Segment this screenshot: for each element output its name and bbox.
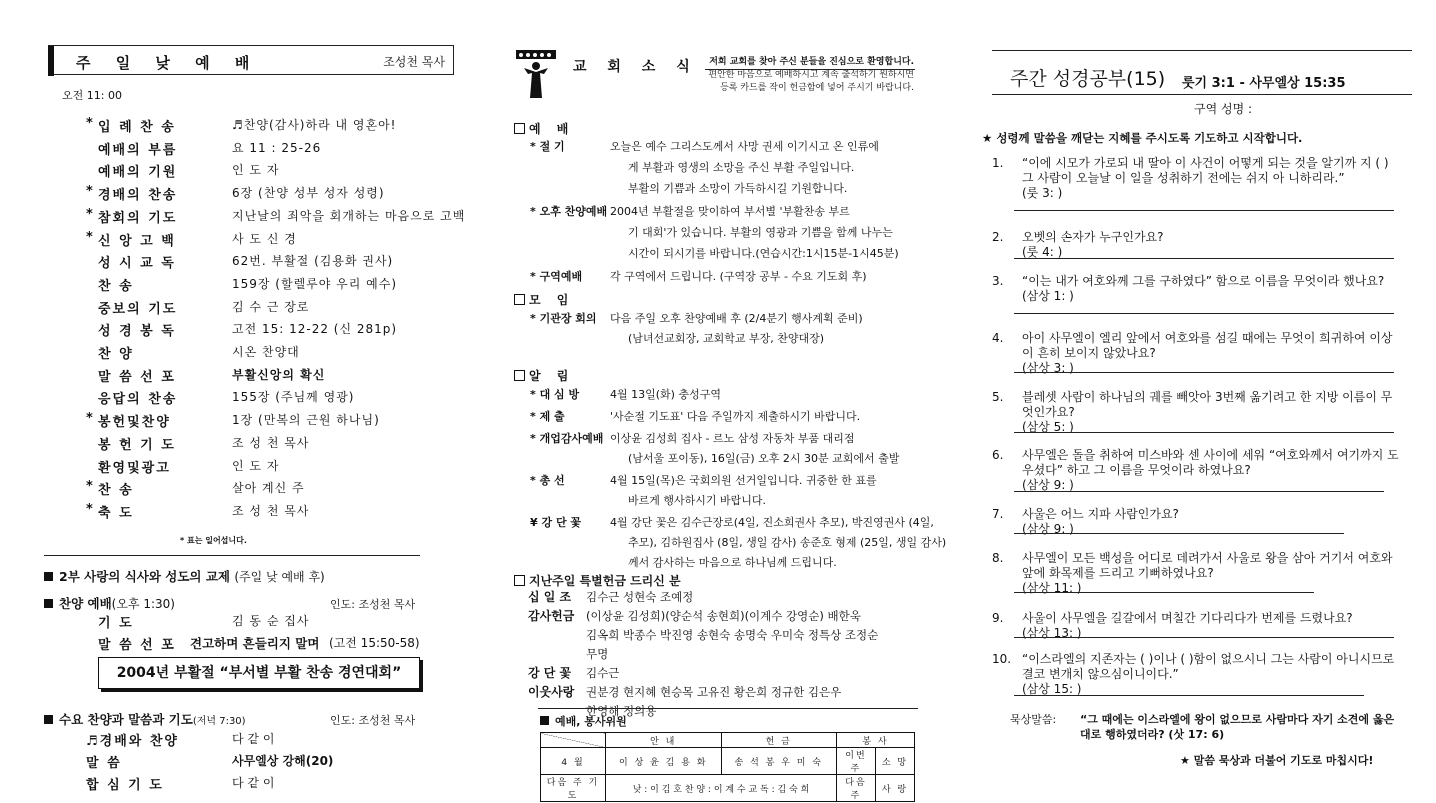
news-item-line: 이상윤 김성희 집사 - 르노 삼성 자동차 부품 대리점	[610, 432, 855, 445]
order-row	[86, 343, 466, 365]
question-reference[interactable]: (삼상 15: )	[1022, 682, 1082, 696]
answer-line	[1014, 372, 1394, 373]
offering-head: 지난주일 특별헌금 드리신 분	[514, 572, 681, 589]
order-item-content: ♬찬양(감사)하라 내 영혼아!	[232, 118, 397, 132]
offering-line: 한영해 정의용	[586, 704, 657, 718]
wed-item-content: 사무엘상 강해(20)	[232, 754, 334, 768]
praise-sermon-label: 말 씀 선 포	[98, 638, 176, 653]
news-item-line: (남서울 포이동), 16일(금) 오후 2시 30분 교회에서 출발	[628, 452, 900, 465]
study-column	[970, 0, 1436, 803]
star-marker: *	[86, 479, 93, 495]
question-text: “이스라엘의 지존자는 ( )이나 ( )함이 없으시니 그는 사람이 아니시므로 결코 변개치 않으심이니이다.”	[1022, 652, 1395, 681]
order-item-name: 신 앙 고 백	[98, 233, 176, 249]
question-number: 6.	[992, 448, 1004, 462]
question-text: 사울이 사무엘을 길갈에서 며칠간 기다리다가 번제를 드렸나요?	[1022, 611, 1353, 625]
question-number: 4.	[992, 331, 1004, 345]
order-item-content: 살아 계신 주	[232, 481, 305, 496]
meditation-text: “그 때에는 이스라엘에 왕이 없으므로 사람마다 자기 소견에 옳은 대로 행하였더라? (삿 17: 6)	[1080, 713, 1395, 741]
question-item	[992, 390, 1400, 435]
question-text: 사무엘이 모든 백성을 어디로 데려가서 사울로 왕을 삼아 거기서 여호와 앞에 화목제를 드리고 기뻐하였나요?	[1022, 551, 1393, 580]
question-reference[interactable]: (삼상 1: )	[1022, 289, 1074, 303]
order-item-name: 찬 송	[98, 278, 134, 294]
news-item-label: * 오후 찬양예배	[530, 205, 608, 218]
order-item-content: 조 성 천 목사	[232, 503, 310, 518]
order-row	[86, 161, 466, 183]
wed-title-line: 수요 찬양과 말씀과 기도(저녁 7:30)	[44, 710, 246, 728]
order-item-name: 봉 헌 기 도	[98, 437, 176, 453]
news-item-label: * 구역예배	[530, 270, 583, 283]
header-bar	[48, 46, 54, 76]
offering-label: 강 단 꽃	[528, 666, 572, 680]
order-row	[86, 275, 466, 297]
order-item-name: 찬 송	[98, 483, 134, 499]
meditation-label: 묵상말씀:	[1010, 713, 1057, 726]
order-item-name: 경배의 찬송	[98, 188, 178, 204]
order-row	[86, 388, 466, 410]
order-row	[86, 230, 466, 252]
question-text: “이는 내가 여호와께 그를 구하였다” 함으로 이름을 무엇이라 했나요?	[1022, 274, 1385, 288]
answer-line	[1014, 695, 1364, 696]
welcome-line-1: 저희 교회를 찾아 주신 분들을 진심으로 환영합니다.	[709, 57, 914, 67]
order-row	[86, 252, 466, 274]
star-marker: *	[86, 229, 93, 245]
offering-label: 감사헌금	[528, 609, 575, 623]
table-row	[541, 733, 915, 748]
answer-line	[1014, 432, 1394, 433]
checkbox-icon	[514, 294, 525, 305]
question-reference[interactable]: (삼상 9: )	[1022, 522, 1074, 536]
square-bullet-icon	[540, 716, 549, 725]
order-item-name: 예배의 기원	[98, 165, 178, 181]
wed-leader: 인도: 조성천 목사	[330, 714, 416, 727]
worship-news-head: 예 배	[514, 120, 574, 137]
order-row	[86, 502, 466, 524]
answer-line	[1014, 258, 1394, 259]
order-item-name: 봉헌및찬양	[98, 415, 171, 431]
praise-prayer: 김 동 순 집사	[232, 614, 310, 628]
question-number: 10.	[992, 652, 1012, 666]
news-item-label: * 기관장 회의	[530, 312, 597, 325]
news-item-line: 2004년 부활절을 맞이하여 부서별 '부활찬송 부르	[610, 205, 850, 218]
order-row	[86, 479, 466, 501]
wed-item-name: ♬경배와 찬양	[86, 734, 179, 749]
news-item-line: 다음 주일 오후 찬양예배 후 (2/4분기 행사계획 준비)	[610, 312, 863, 325]
news-title: 교 회 소 식	[573, 59, 698, 75]
order-item-name: 중보의 기도	[98, 301, 178, 317]
question-item	[992, 331, 1400, 376]
offering-line: 김수근 성현숙 조예정	[586, 590, 694, 604]
news-item-line: 4월 15일(목)은 국회의원 선거일입니다. 귀중한 한 표를	[610, 474, 877, 487]
star-marker: *	[86, 501, 93, 517]
name-field-label: 구역 성명 :	[1194, 102, 1253, 116]
offering-label: 이웃사랑	[528, 685, 575, 699]
news-item-line: 바르게 행사하시기 바랍니다.	[628, 494, 767, 507]
service-head: 예배, 봉사위원	[540, 713, 627, 729]
closing-line: ★ 말씀 묵상과 더불어 기도로 마칩시다!	[1180, 754, 1374, 767]
study-title: 주간 성경공부(15)	[1010, 68, 1166, 90]
order-item-content: 조 성 천 목사	[232, 435, 310, 450]
question-reference[interactable]: (룻 4: )	[1022, 245, 1063, 259]
question-number: 9.	[992, 611, 1004, 625]
question-number: 7.	[992, 507, 1004, 521]
news-item-line: 게 부활과 영생의 소망을 주신 부활 주일입니다.	[628, 161, 855, 174]
order-item-name: 축 도	[98, 505, 134, 521]
table-cell: 다음 주	[837, 775, 876, 802]
news-item-line: 각 구역에서 드립니다. (구역장 공부 - 수요 기도회 후)	[610, 270, 867, 283]
question-text: “이에 시모가 가로되 내 딸아 이 사건이 어떻게 되는 것을 알기까 지 ( ) 그 사람이 오늘날 이 일을 성취하기 전에는 쉬지 아 니하리라.”	[1022, 156, 1389, 185]
order-row	[86, 366, 466, 388]
table-row	[541, 748, 915, 775]
order-item-content: 1장 (만복의 근원 하나님)	[232, 413, 380, 428]
table-cell: 낮 : 이 김 호 찬 양 : 이 계 수 교 독 : 김 숙 희	[606, 775, 837, 802]
news-item-label: * 총 선	[530, 474, 565, 487]
news-column	[480, 0, 970, 803]
question-item	[992, 156, 1400, 201]
question-number: 2.	[992, 230, 1004, 244]
study-intro: ★ 성령께 말씀을 깨닫는 지혜를 주시도록 기도하고 시작합니다.	[982, 131, 1303, 145]
news-item-line: 4월 강단 꽃은 김수근장로(4일, 진소희권사 추모), 박진영권사 (4일,	[610, 516, 934, 529]
meeting-news-head: 모 임	[514, 291, 574, 308]
offering-label: 십 일 조	[528, 590, 572, 604]
answer-line	[1014, 533, 1344, 534]
question-number: 5.	[992, 390, 1004, 404]
worship-column	[0, 0, 480, 803]
news-item-line: 기 대회'가 있습니다. 부활의 영광과 기쁨을 함께 나누는	[628, 226, 893, 239]
question-text: 사무엘은 돌을 취하여 미스바와 센 사이에 세워 “여호와께서 여기까지 도우셨다” 하고 그 이름을 무엇이라 하였나요?	[1022, 448, 1399, 477]
order-item-content: 지난날의 죄악을 회개하는 마음으로 고백	[232, 208, 466, 223]
news-item-line: '사순절 기도표' 다음 주일까지 제출하시기 바랍니다.	[610, 410, 861, 423]
order-item-content: 요 11 : 25-26	[232, 140, 322, 155]
checkbox-icon	[514, 370, 525, 381]
table-cell: 사 랑	[876, 775, 915, 802]
answer-line	[1014, 491, 1384, 492]
answer-line	[1014, 592, 1314, 593]
order-item-content: 부활신앙의 확신	[232, 367, 326, 382]
offering-line: 권분경 현지혜 현승목 고유진 황은희 정규한 김은우	[586, 685, 842, 699]
news-item-label: ¥ 강 단 꽃	[530, 516, 582, 529]
answer-line	[1014, 637, 1394, 638]
part2-line: 2부 사랑의 식사와 성도의 교제 (주일 낮 예배 후)	[44, 567, 325, 585]
order-row	[86, 411, 466, 433]
news-item-line: (남녀선교회장, 교회학교 부장, 찬양대장)	[628, 332, 825, 345]
star-marker: *	[86, 411, 93, 427]
worship-title: 주 일 낮 예 배	[76, 54, 260, 72]
order-item-content: 시온 찬양대	[232, 345, 300, 359]
question-item	[992, 274, 1400, 304]
offering-line: (이상윤 김성희)(양순석 송현희)(이계수 강영순) 배한욱	[586, 609, 861, 623]
news-item-line: 부활의 기쁨과 소망이 가득하시길 기원합니다.	[628, 182, 848, 195]
order-row	[86, 298, 466, 320]
question-reference[interactable]: (삼상 5: )	[1022, 420, 1074, 434]
praying-figure-icon	[516, 50, 556, 98]
welcome-note	[700, 56, 914, 95]
order-row	[86, 457, 466, 479]
notice-news-head: 알 림	[514, 367, 574, 384]
order-item-content: 사 도 신 경	[232, 231, 297, 246]
order-item-name: 성 시 교 독	[98, 256, 176, 272]
table-cell: 소 망	[876, 748, 915, 775]
order-item-name: 환영및광고	[98, 460, 171, 476]
praise-prayer-label: 기 도	[98, 616, 134, 631]
news-item-line: 추모), 김하원집사 (8일, 생일 감사) 송준호 형제 (25일, 생일 감사)	[628, 536, 947, 549]
table-header: 봉 사	[837, 733, 915, 748]
order-item-name: 성 경 봉 독	[98, 324, 176, 340]
order-row	[86, 184, 466, 206]
offering-line: 무명	[586, 647, 609, 661]
star-marker: *	[86, 206, 93, 222]
praise-sermon-ref: (고전 15:50-58)	[329, 636, 420, 650]
question-text: 블레셋 사람이 하나님의 궤를 빼앗아 3번째 옮기려고 한 지방 이름이 무엇인가요?	[1022, 390, 1393, 419]
question-item	[992, 652, 1400, 697]
square-bullet-icon	[44, 572, 53, 581]
order-row	[86, 434, 466, 456]
question-number: 1.	[992, 156, 1004, 170]
question-number: 8.	[992, 551, 1004, 565]
news-item-label: * 절 기	[530, 140, 565, 153]
order-item-content: 고전 15: 12-22 (신 281p)	[232, 322, 398, 337]
news-item-line: 오늘은 예수 그리스도께서 사망 권세 이기시고 온 인류에	[610, 140, 879, 153]
star-marker: *	[86, 116, 93, 131]
worship-header	[48, 45, 454, 75]
worship-pastor: 조성천 목사	[383, 55, 445, 69]
question-reference[interactable]: (삼상 13: )	[1022, 626, 1082, 640]
answer-line	[1014, 210, 1394, 211]
star-marker: *	[86, 184, 93, 200]
question-reference[interactable]: (삼상 11: )	[1022, 581, 1082, 595]
praise-leader: 인도: 조성천 목사	[330, 598, 416, 611]
question-item	[992, 448, 1400, 493]
table-row	[541, 775, 915, 802]
wed-item-content: 다 같 이	[232, 732, 275, 746]
order-item-name: 응답의 찬송	[98, 392, 178, 408]
order-item-content: 155장 (주님께 영광)	[232, 390, 355, 405]
news-item-line: 시간이 되시기를 바랍니다.(연습시간:1시15분-1시45분)	[628, 247, 899, 260]
table-cell: 송 석 봉 우 미 숙	[721, 748, 837, 775]
question-number: 3.	[992, 274, 1004, 288]
wed-item-name: 말 씀	[86, 756, 122, 771]
order-item-content: 인 도 자	[232, 163, 280, 178]
question-reference[interactable]: (룻 3: )	[1022, 186, 1063, 200]
service-table	[540, 732, 915, 802]
order-row	[86, 207, 466, 229]
table-corner-cell	[541, 733, 606, 748]
table-cell: 이 상 윤 김 용 화	[606, 748, 722, 775]
news-item-line: 4월 13일(화) 충성구역	[610, 388, 721, 401]
order-row	[86, 116, 466, 138]
offering-line: 김옥희 박종수 박진영 송현숙 송명숙 우미숙 정특상 조정순	[586, 628, 879, 642]
question-reference[interactable]: (삼상 3: )	[1022, 361, 1074, 375]
news-item-label: * 제 출	[530, 410, 565, 423]
question-text: 사울은 어느 지파 사람인가요?	[1022, 507, 1179, 521]
order-item-name: 찬 양	[98, 347, 134, 362]
order-item-content: 62번. 부활절 (김용화 권사)	[232, 254, 394, 269]
table-cell: 다음 주 기도	[541, 775, 606, 802]
question-reference[interactable]: (삼상 9: )	[1022, 478, 1074, 492]
table-cell: 4 월	[541, 748, 606, 775]
order-row	[86, 320, 466, 342]
order-item-name: 말 씀 선 포	[98, 369, 176, 385]
table-header: 안 내	[606, 733, 722, 748]
news-item-label: * 대 심 방	[530, 388, 580, 401]
order-item-content: 159장 (할렐루야 우리 예수)	[232, 276, 398, 291]
news-item-label: * 개업감사예배	[530, 432, 604, 445]
easter-contest-banner: 2004년 부활절 “부서별 부활 찬송 경연대회”	[98, 657, 420, 689]
welcome-line-2: 편안한 마음으로 예배하시고 계속 출석하기 원하시면	[708, 70, 914, 80]
square-bullet-icon	[44, 599, 53, 608]
order-item-name: 예배의 부름	[98, 142, 178, 158]
order-item-content: 인 도 자	[232, 458, 280, 473]
order-item-name: 참회의 기도	[98, 210, 178, 226]
news-item-line: 께서 감사하는 마음으로 하나님께 드립니다.	[628, 556, 837, 569]
table-header: 헌 금	[721, 733, 837, 748]
meditation	[1010, 712, 1400, 742]
order-row	[86, 139, 466, 161]
order-item-name: 입 례 찬 송	[98, 120, 176, 135]
question-text: 아이 사무엘이 엘리 앞에서 여호와를 섬길 때에는 무엇이 희귀하여 이상이 흔히 보이지 않았나요?	[1022, 331, 1393, 360]
praise-sermon: 견고하며 흔들리지 말며	[190, 636, 320, 651]
wed-item-name: 합 심 기 도	[86, 778, 164, 793]
question-text: 오벳의 손자가 누구인가요?	[1022, 230, 1164, 244]
stand-note: * 표는 일어섭니다.	[180, 536, 247, 545]
table-cell: 이번 주	[837, 748, 876, 775]
checkbox-icon	[514, 123, 525, 134]
order-item-content: 김 수 근 장로	[232, 299, 310, 314]
welcome-line-3: 등록 카드를 작이 헌금함에 넣어 주시기 바랍니다.	[720, 83, 914, 93]
order-item-content: 6장 (찬양 성부 성자 성령)	[232, 186, 385, 201]
wed-item-content: 다 같 이	[232, 776, 275, 790]
offering-line: 김수근	[586, 666, 620, 680]
square-bullet-icon	[44, 715, 53, 724]
worship-time: 오전 11: 00	[62, 89, 122, 102]
question-item	[992, 230, 1400, 260]
checkbox-icon	[514, 575, 525, 586]
answer-line	[1014, 313, 1394, 314]
praise-title-line: 찬양 예배(오후 1:30)	[44, 594, 175, 612]
study-subtitle: 룻기 3:1 - 사무엘상 15:35	[1182, 76, 1346, 91]
question-item	[992, 551, 1400, 596]
